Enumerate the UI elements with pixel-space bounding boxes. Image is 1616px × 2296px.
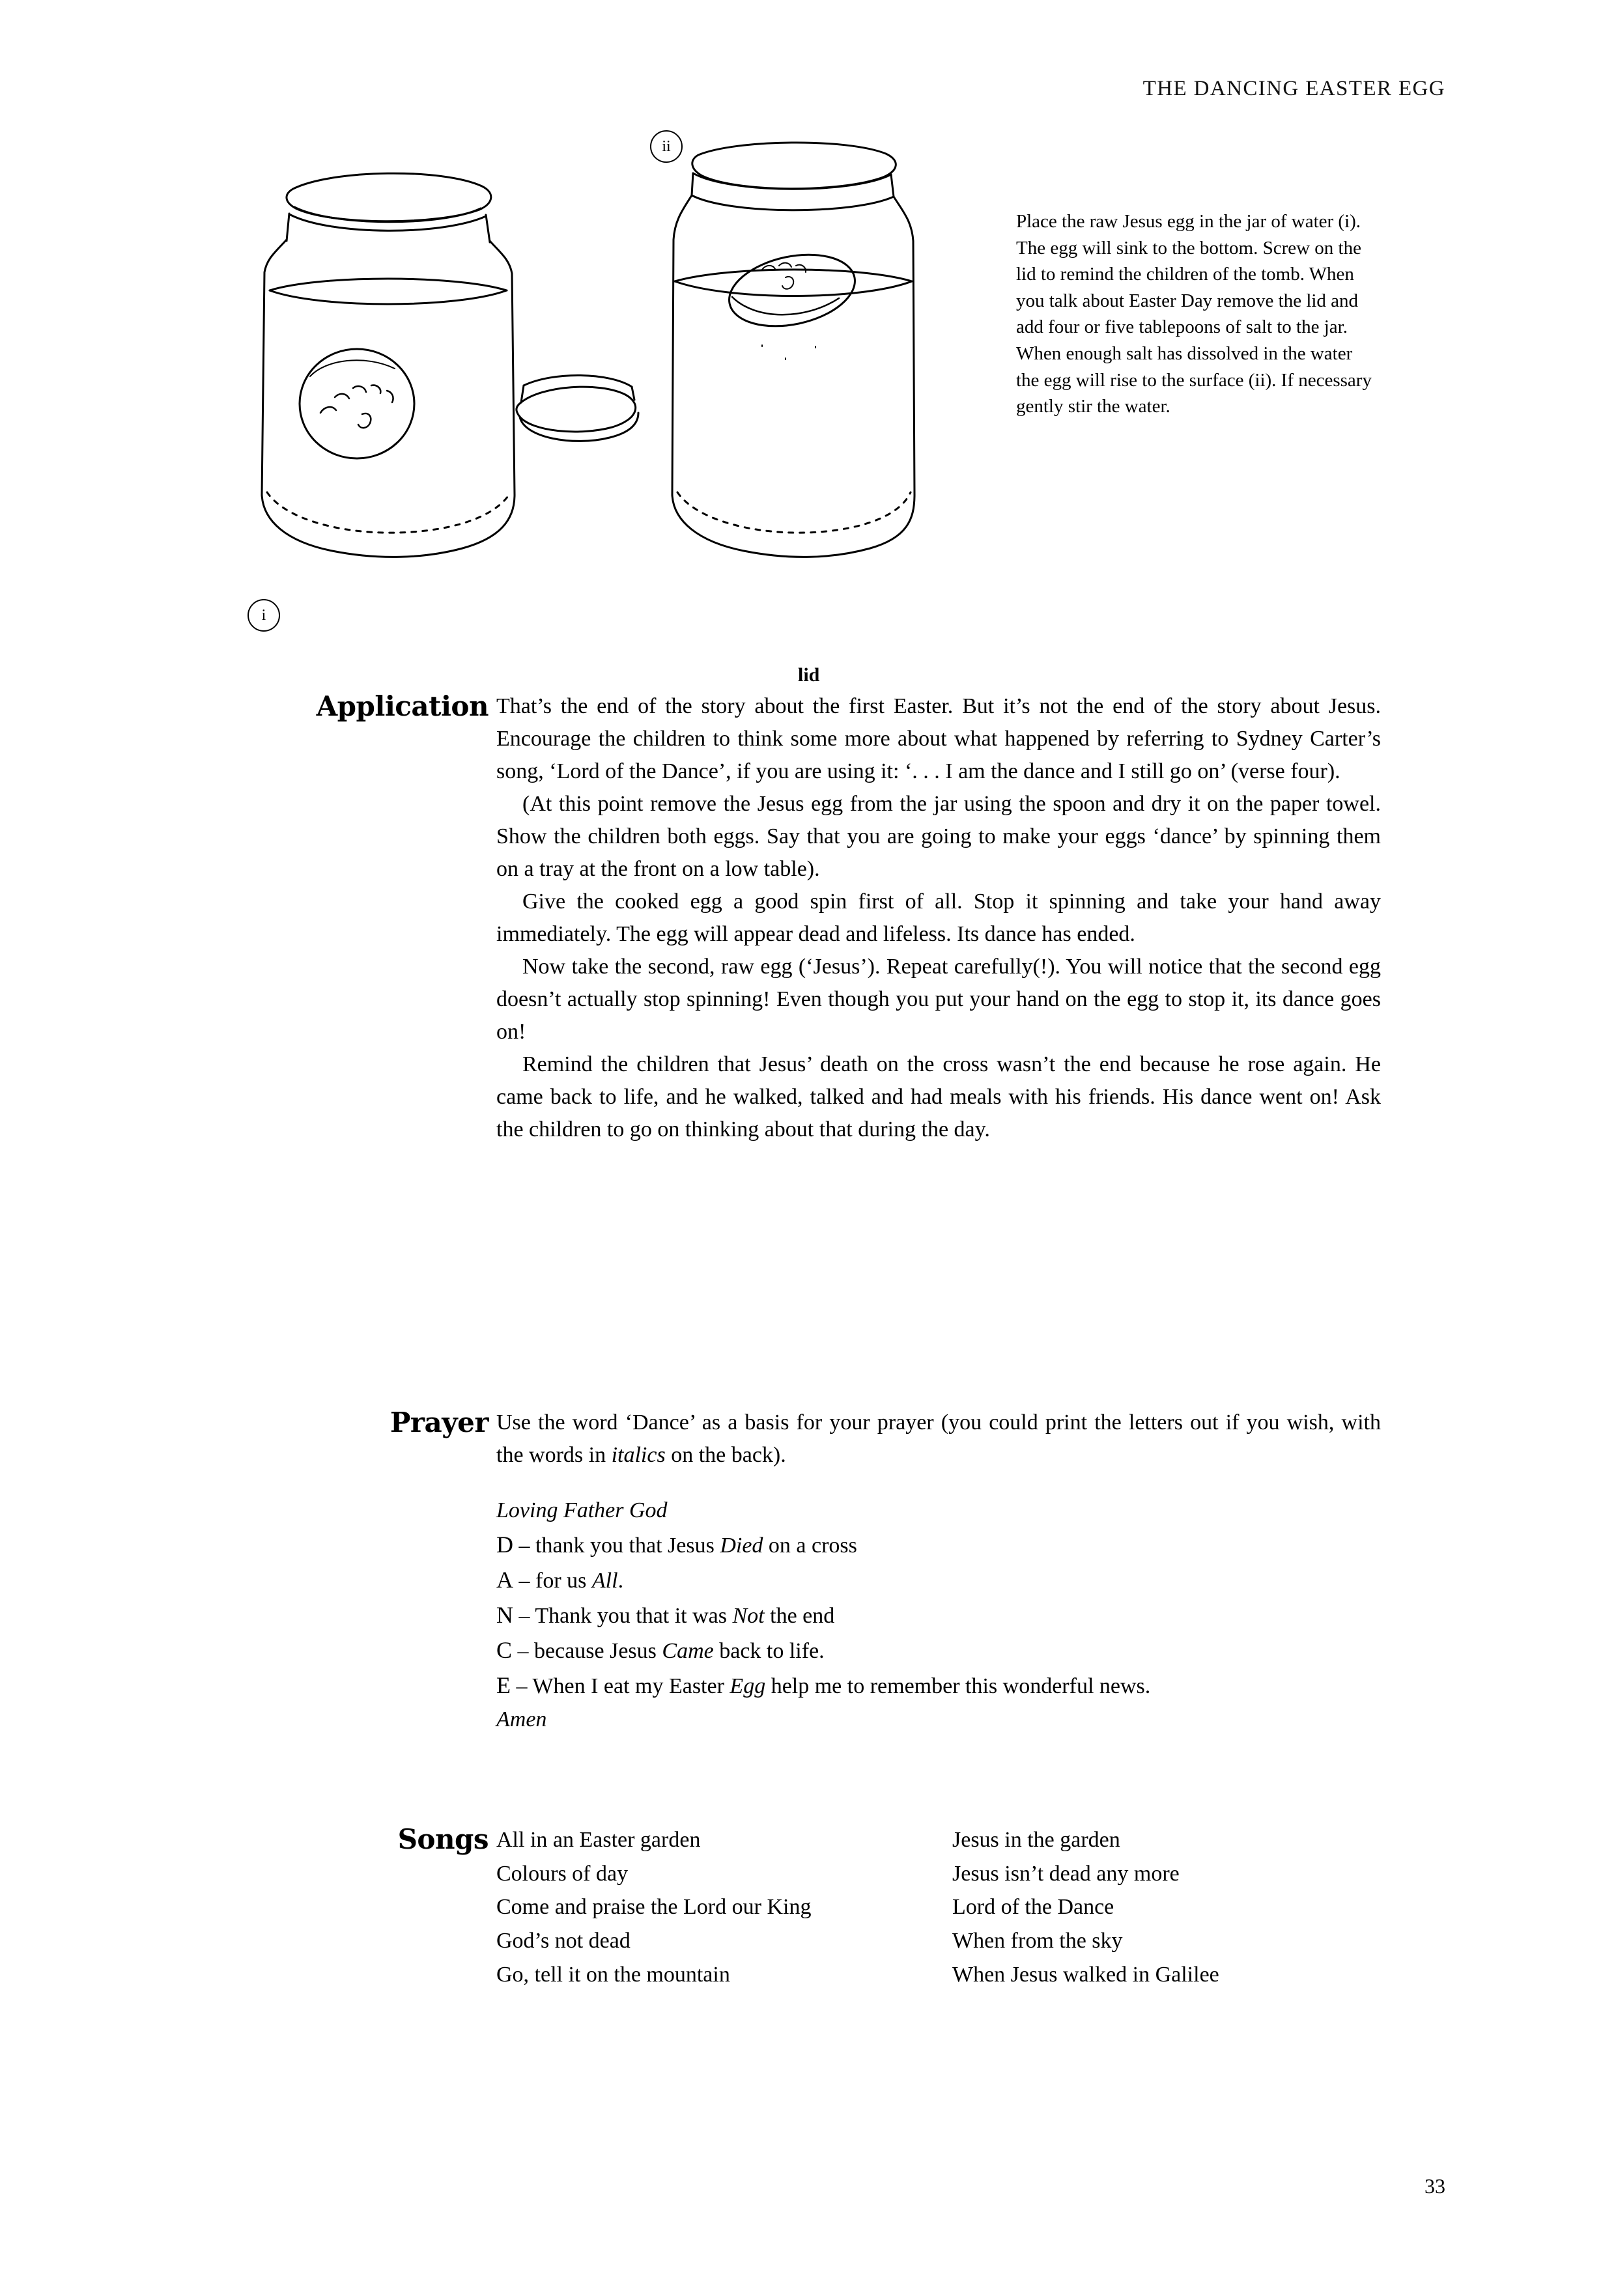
application-paragraph-1: That’s the end of the story about the first Easter. But it’s not the end of the story about Jesus. Encourage the children to think some more about what happened by referring to Sydney Carter’s song, ‘Lord of the Dance’, if you are using it: ‘. . . I am the dance and I still go on’ (verse four). (496, 694, 1381, 783)
song-item: When from the sky (952, 1929, 1123, 1953)
prayer-closing-text: Amen (496, 1707, 547, 1731)
prayer-intro (496, 1407, 1381, 1472)
application-paragraph-3: Give the cooked egg a good spin first of all. Stop it spinning and take your hand away immediately. The egg will appear dead and lifeless. Its dance has ended. (496, 889, 1381, 946)
song-item: All in an Easter garden (496, 1828, 701, 1852)
prayer-opening-text: Loving Father God (496, 1498, 668, 1522)
song-item: Lord of the Dance (952, 1895, 1114, 1920)
figure-label-ii-circle (650, 130, 683, 163)
songs-column-left (496, 1823, 952, 1991)
prayer-line-a-italic: All (591, 1568, 618, 1593)
prayer-body (496, 1407, 1381, 1736)
application-paragraph-4: Now take the second, raw egg (‘Jesus’). Repeat carefully(!). You will notice that the second egg doesn’t actually stop spinning! Even though you put your hand on the egg to stop it, its dance goes on! (496, 954, 1381, 1044)
song-item: Jesus in the garden (952, 1828, 1120, 1852)
figure-label-ii: ii (662, 137, 671, 155)
application-body (496, 690, 1381, 1146)
prayer-heading: Prayer (390, 1407, 489, 1438)
prayer-line-n-post: the end (764, 1603, 835, 1628)
application-heading: Application (316, 690, 489, 722)
application-paragraph-5: Remind the children that Jesus’ death on the cross wasn’t the end because he rose again. He came back to life, and he walked, talked and had meals with his friends. His dance went on! Ask the children to go on thinking about that during the day. (496, 1052, 1381, 1141)
page-number: 33 (1425, 2174, 1445, 2198)
song-item: Colours of day (496, 1861, 629, 1886)
song-item: Go, tell it on the mountain (496, 1962, 730, 1987)
figure-label-i: i (261, 606, 266, 624)
prayer-letter-d: D (496, 1531, 513, 1558)
prayer-line-e-pre: – When I eat my Easter (511, 1673, 730, 1698)
lid-shape (517, 375, 638, 441)
prayer-acrostic (496, 1494, 1381, 1736)
song-item: God’s not dead (496, 1929, 631, 1953)
songs-column-right (952, 1823, 1408, 1991)
prayer-line-c-pre: – because Jesus (512, 1638, 662, 1663)
song-item: When Jesus walked in Galilee (952, 1962, 1219, 1987)
songs-heading: Songs (397, 1823, 489, 1855)
song-item: Jesus isn’t dead any more (952, 1861, 1180, 1886)
prayer-letter-c: C (496, 1636, 513, 1663)
jar-two (672, 143, 914, 557)
prayer-line-d-italic: Died (720, 1533, 763, 1558)
jar-illustration (248, 130, 1003, 686)
prayer-line-n-pre: – Thank you that it was (513, 1603, 733, 1628)
prayer-line-d-pre: – thank you that Jesus (513, 1533, 720, 1558)
application-paragraph-2: (At this point remove the Jesus egg from the jar using the spoon and dry it on the paper towel. Show the children both eggs. Say that you are going to make your eggs ‘dance’ by spinning them on a tray at the front on a low table). (496, 791, 1381, 881)
prayer-intro-part1: Use the word ‘Dance’ as a basis for your prayer (you could print the letters out if you wish, with the words in (496, 1410, 1381, 1467)
lid-label: lid (798, 664, 820, 686)
prayer-line-c-post: back to life. (713, 1638, 825, 1663)
prayer-line-d-post: on a cross (763, 1533, 857, 1558)
figure-label-i-circle (248, 599, 280, 632)
prayer-line-e (496, 1668, 1381, 1703)
jar-one (262, 173, 638, 557)
figure-caption: Place the raw Jesus egg in the jar of water (i). The egg will sink to the bottom. Screw on the lid to remind the children of the tomb. When you talk about Easter Day remove the lid and add four or five tablepoons of salt to the jar. When enough salt has dissolved in the water the egg will rise to the surface (ii). If necessary gently stir the water. (1016, 211, 1372, 417)
prayer-opening (496, 1494, 1381, 1527)
song-item: Come and praise the Lord our King (496, 1895, 812, 1920)
prayer-line-a (496, 1562, 1381, 1597)
prayer-letter-a: A (496, 1566, 513, 1593)
prayer-intro-part2: on the back). (665, 1442, 786, 1467)
prayer-line-e-post: help me to remember this wonderful news. (765, 1673, 1151, 1698)
songs-list (496, 1823, 1408, 1991)
prayer-line-a-post: . (617, 1568, 624, 1593)
prayer-intro-italic: italics (611, 1442, 666, 1467)
running-head: THE DANCING EASTER EGG (1142, 77, 1445, 100)
prayer-line-c-italic: Came (662, 1638, 714, 1663)
prayer-line-a-pre: – for us (513, 1568, 592, 1593)
prayer-line-n-italic: Not (732, 1603, 765, 1628)
prayer-letter-n: N (496, 1601, 513, 1628)
prayer-line-d (496, 1527, 1381, 1562)
prayer-line-c (496, 1632, 1381, 1668)
prayer-line-n (496, 1597, 1381, 1632)
prayer-letter-e: E (496, 1672, 511, 1698)
prayer-line-e-italic: Egg (730, 1673, 766, 1698)
prayer-closing (496, 1703, 1381, 1736)
